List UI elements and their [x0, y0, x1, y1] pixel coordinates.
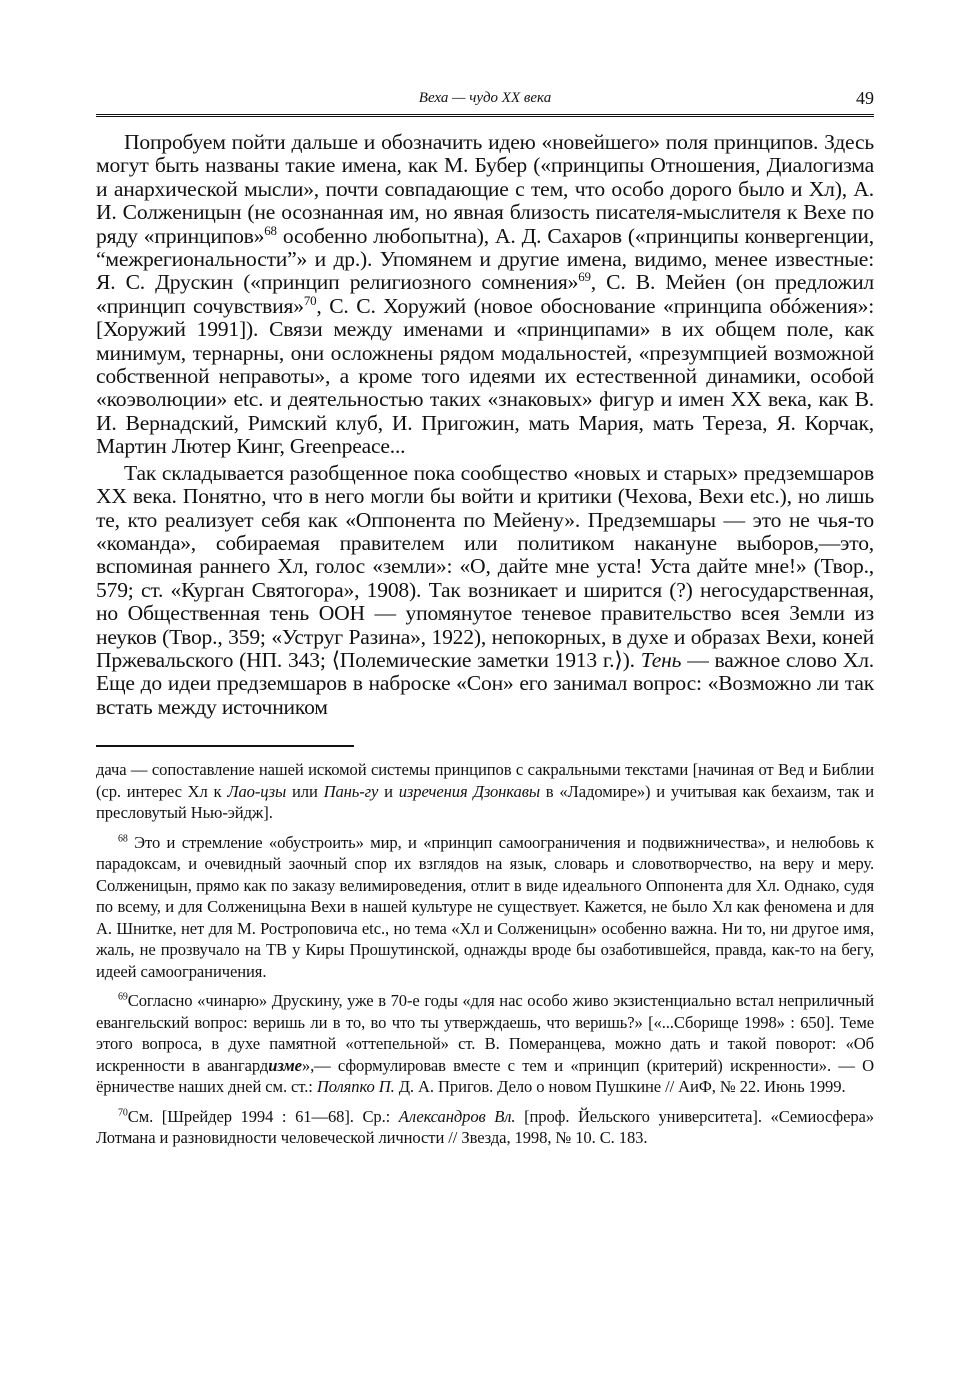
book-page — [96, 88, 874, 1149]
footnote-69: $^{69}$Согласно «чинарю» Друскину, уже в 70-е годы «для нас особо живо экзистенциально встал неприличный евангельский вопрос: веришь ли в то, во что ты утверждаешь, что веришь?» [«...Сборище 1998» : 650]. Теме этого вопроса, в духе памятной «оттепельной» ст. В. Померанцева, можно дать и такой поворот: «Об искренности в авангардизме»,— сформулировав вместе с тем и «принцип (критерий) искренности». — О ёрничестве наших дней см. ст.: Поляпко П. Д. А. Пригов. Дело о новом Пушкине // АиФ, № 22. Июнь 1999. — [96, 991, 874, 1097]
main-text — [96, 131, 874, 719]
footnote-68: $^{68}$ Это и стремление «обустроить» мир, и «принцип самоограничения и подвижничества», и нелюбовь к парадоксам, и очевидный заочный спор их взглядов на язык, словарь и словотворчество, на веру и меру. Солженицын, прямо как по заказу велимироведения, отлит в виде идеального Оппонента для Хл. Однако, судя по всему, и для Солженицына Вехи в нашей культуре не существует. Кажется, не было Хл как феномена и для А. Шнитке, нет для М. Ростроповича etc., но тема «Хл и Солженицын» особенно важна. Ни то, ни другое имя, жаль, не прозвучало на ТВ у Киры Прошутинской, однажды вроде бы озаботившейся, правда, как-то на бегу, идеей самоограничения. — [96, 832, 874, 981]
paragraph-1: Попробуем пойти дальше и обозначить идею «новейшего» поля принципов. Здесь могут быть названы такие имена, как М. Бубер («принципы Отношения, Диалогизма и анархической мысли», почти совпадающие с тем, что особо дорого было и Хл), А. И. Солженицын (не осознанная им, но явная близость писателя-мыслителя к Вехе по ряду «принципов»$^{68}$ особенно любопытна), А. Д. Сахаров («принципы конвергенции, “межрегиональности”» и др.). Упомянем и другие имена, видимо, менее известные: Я. С. Друскин («принцип религиозного сомнения»$^{69}$, С. В. Мейен (он предложил «принцип сочувствия»$^{70}$, С. С. Хоружий (новое обоснование «принципа обóжения»: [Хоружий 1991]). Связи между именами и «принципами» в их общем поле, как минимум, тернарны, они осложнены рядом модальностей, «презумпцией возможной собственной неправоты», а кроме того идеями их естественной динамики, особой «коэволюции» etc. и деятельностью таких «знаковых» фигур и имен XX века, как В. И. Вернадский, Римский клуб, И. Пригожин, мать Мария, мать Тереза, Я. Корчак, Мартин Лютер Кинг, Greenpeace... — [96, 130, 875, 459]
footnote-number: 68 — [118, 833, 128, 845]
footnote-number: 69 — [118, 991, 128, 1003]
page-number: 49 — [856, 88, 874, 108]
footnote-ref-69[interactable]: 69 — [578, 269, 591, 285]
footnote-number: 70 — [118, 1107, 128, 1119]
footnotes — [96, 759, 874, 1149]
emphasis-ten: Тень — [640, 647, 682, 672]
footnote-70: $^{70}$См. [Шрейдер 1994 : 61—68]. Ср.: Александров Вл. [проф. Йельского университета]. «Семиосфера» Лотмана и разновидности человеческой личности // Звезда, 1998, № 10. С. 183. — [96, 1106, 874, 1148]
footnote-ref-68[interactable]: 68 — [264, 222, 277, 238]
footnote-ref-70[interactable]: 70 — [303, 292, 317, 308]
footnote-separator — [96, 745, 354, 747]
paragraph-2: Так складывается разобщенное пока сообщество «новых и старых» предземшаров XX века. Понятно, что в него могли бы войти и критики (Чехова, Вехи etc.), но лишь те, кто реализует себя как «Оппонента по Мейену». Предземшары — это не чья-то «команда», собираемая правителем или политиком накануне выборов,—это, вспоминая раннего Хл, голос «земли»: «О, дайте мне уста! Уста дайте мне!» (Твор., 579; ст. «Курган Святогора», 1908). Так возникает и ширится (?) негосударственная, но Общественная тень ООН — упомянутое теневое правительство всея Земли из неуков (Твор., 359; «Уструг Разина», 1922), непокорных, в духе и образах Вехи, коней Пржевальского (НП. 343; ⟨Полемические заметки 1913 г.⟩). Тень — важное слово Хл. Еще до идеи предземшаров в наброске «Сон» его занимал вопрос: «Возможно ли так встать между источником — [96, 460, 875, 719]
footnote-continuation: дача — сопоставление нашей искомой системы принципов с сакральными текстами [начиная от Вед и Библии (ср. интерес Хл к Лао-цзы или Пань-гу и изречения Дзонкавы в «Ладомире») и учитывая как бехаизм, так и пресловутый Нью-эйдж]. — [96, 760, 874, 823]
running-title: Веха — чудо XX века — [418, 90, 552, 106]
running-header — [96, 88, 874, 117]
